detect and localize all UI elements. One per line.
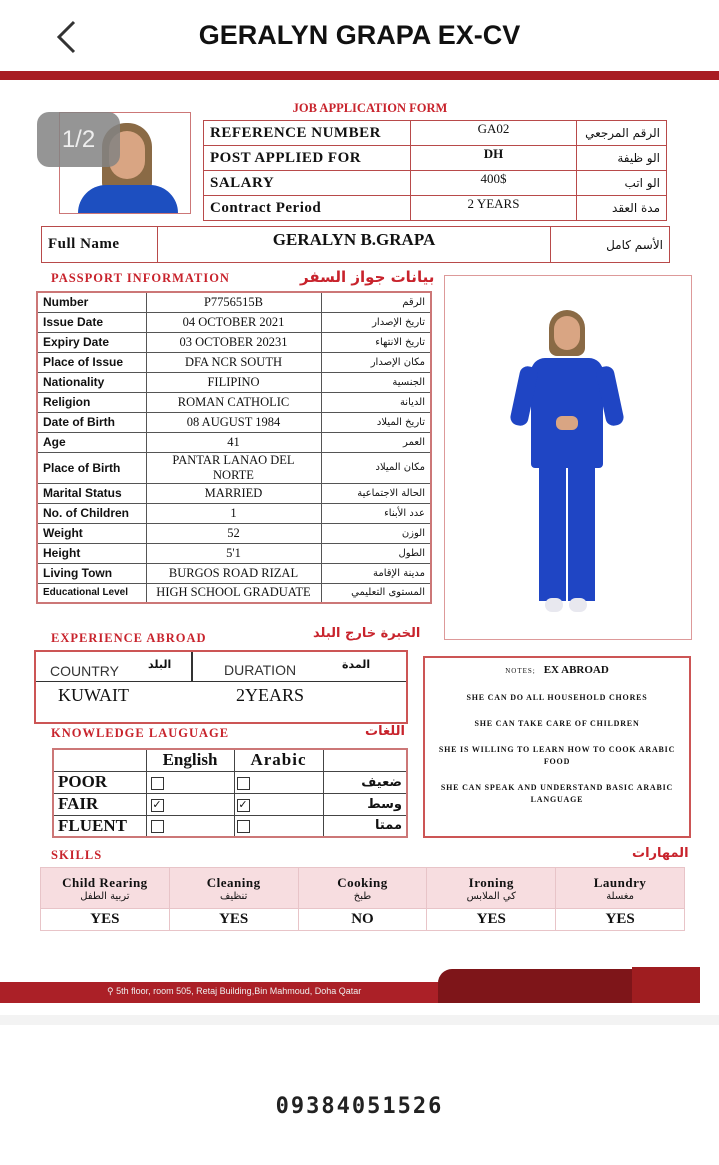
experience-heading-ar: الخبرة خارج البلد [313,626,421,641]
english-checkbox[interactable] [151,820,164,833]
language-table [52,748,408,838]
summary-arabic: الرقم المرجعي [577,121,667,146]
skill-value: YES [427,909,556,931]
skill-value: YES [41,909,170,931]
summary-row [204,171,667,196]
header-band [0,71,719,80]
passport-arabic: الوزن [321,523,431,543]
duration-label-ar: المدة [342,658,371,671]
language-row [53,793,407,815]
passport-value: P7756515B [146,292,321,312]
passport-row [37,563,431,583]
summary-value: DH [411,146,577,171]
passport-row [37,412,431,432]
passport-row [37,503,431,523]
passport-value: MARRIED [146,483,321,503]
passport-arabic: تاريخ الانتهاء [321,332,431,352]
passport-arabic: مدينة الإقامة [321,563,431,583]
passport-label: Expiry Date [37,332,146,352]
footer-accent-right [632,967,700,1003]
passport-label: Height [37,543,146,563]
skills-heading: SKILLS [51,848,103,862]
footer-address: 5th floor, room 505, Retaj Building,Bin Mahmoud, Doha Qatar [116,986,362,996]
note-item: SHE CAN SPEAK AND UNDERSTAND BASIC ARABIC LANGUAGE [440,783,674,804]
level-label: POOR [53,771,146,793]
level-label: FLUENT [53,815,146,837]
form-title: JOB APPLICATION FORM [292,101,448,115]
passport-row [37,312,431,332]
passport-arabic: الديانة [321,392,431,412]
skill-name: Cleaning [206,874,261,890]
passport-arabic: الحالة الاجتماعية [321,483,431,503]
skill-value: YES [556,909,685,931]
notes-label: NOTES; [505,667,536,675]
passport-row [37,292,431,312]
passport-label: Place of Birth [37,452,146,483]
passport-heading: PASSPORT INFORMATION [51,271,230,285]
passport-label: No. of Children [37,503,146,523]
arabic-col: Arabic [234,749,323,771]
summary-table [203,120,667,221]
passport-arabic: تاريخ الميلاد [321,412,431,432]
passport-table [36,291,432,604]
phone-number: 09384051526 [275,1094,444,1119]
arabic-checkbox[interactable]: ✓ [238,798,248,811]
passport-arabic: العمر [321,432,431,452]
passport-label: Living Town [37,563,146,583]
language-row [53,771,407,793]
full-name-value: GERALYN B.GRAPA [158,227,551,263]
passport-row [37,372,431,392]
summary-value: GA02 [411,121,577,146]
passport-label: Number [37,292,146,312]
skill-header [41,868,170,909]
passport-label: Place of Issue [37,352,146,372]
english-checkbox[interactable] [151,777,164,790]
page-title: GERALYN GRAPA EX-CV [198,20,521,50]
skills-table [40,867,685,931]
skills-heading-ar: المهارات [632,846,689,861]
passport-row [37,452,431,483]
passport-arabic: عدد الأبناء [321,503,431,523]
summary-row [204,121,667,146]
notes-title: EX ABROAD [543,664,609,676]
language-row [53,815,407,837]
passport-value: DFA NCR SOUTH [146,352,321,372]
summary-arabic: مدة العقد [577,196,667,221]
passport-arabic: المستوى التعليمي [321,583,431,603]
passport-value: FILIPINO [146,372,321,392]
page-indicator: 1/2 [37,112,120,167]
passport-value: HIGH SCHOOL GRADUATE [146,583,321,603]
full-name-label: Full Name [42,227,158,263]
skill-name-ar: تربية الطفل [80,890,130,902]
footer-accent [438,969,633,1003]
skill-name-ar: مغسلة [606,890,634,902]
skill-name: Cooking [337,874,388,890]
passport-row [37,432,431,452]
duration-label: DURATION [224,662,297,678]
passport-row [37,332,431,352]
passport-value: 08 AUGUST 1984 [146,412,321,432]
full-name-table [41,226,670,263]
skill-name: Child Rearing [62,874,148,890]
note-item: SHE IS WILLING TO LEARN HOW TO COOK ARABIC FOOD [438,745,676,766]
summary-arabic: الو اتب [577,171,667,196]
summary-row [204,146,667,171]
passport-label: Religion [37,392,146,412]
level-arabic: ضعيف [323,771,407,793]
passport-arabic: الرقم [321,292,431,312]
passport-value: 5'1 [146,543,321,563]
country-label-ar: البلد [148,658,172,671]
passport-row [37,352,431,372]
passport-value: 1 [146,503,321,523]
passport-row [37,523,431,543]
full-name-arabic: الأسم كامل [551,227,670,263]
experience-box [34,650,408,724]
passport-label: Marital Status [37,483,146,503]
experience-heading: EXPERIENCE ABROAD [51,631,207,645]
note-item: SHE CAN DO ALL HOUSEHOLD CHORES [466,693,648,702]
passport-label: Date of Birth [37,412,146,432]
skill-name: Ironing [468,874,514,890]
skill-value: YES [169,909,298,931]
passport-heading-ar: بيانات جواز السفر [300,268,435,286]
level-arabic: وسط [323,793,407,815]
passport-value: 04 OCTOBER 2021 [146,312,321,332]
skill-name-ar: طبخ [353,890,372,902]
level-arabic: ممتا [323,815,407,837]
divider-strip [0,1015,719,1025]
passport-arabic: مكان الإصدار [321,352,431,372]
passport-value: BURGOS ROAD RIZAL [146,563,321,583]
passport-label: Educational Level [37,583,146,603]
skill-header [427,868,556,909]
skill-header [169,868,298,909]
summary-row [204,196,667,221]
passport-arabic: مكان الميلاد [321,452,431,483]
arabic-checkbox[interactable] [237,777,250,790]
passport-row [37,583,431,603]
summary-arabic: الو ظيفة [577,146,667,171]
location-pin-icon: ⚲ [107,986,114,996]
passport-label: Age [37,432,146,452]
summary-value: 2 YEARS [411,196,577,221]
skill-name-ar: كي الملابس [466,890,516,902]
skill-name-ar: تنظيف [219,890,248,902]
passport-label: Nationality [37,372,146,392]
summary-label: POST APPLIED FOR [204,146,411,171]
passport-arabic: تاريخ الإصدار [321,312,431,332]
summary-label: Contract Period [204,196,411,221]
arabic-checkbox[interactable] [237,820,250,833]
passport-value: ROMAN CATHOLIC [146,392,321,412]
notes-box [423,656,691,838]
full-body-photo [444,275,692,640]
skill-header [556,868,685,909]
duration-value: 2YEARS [236,685,305,705]
passport-arabic: الجنسية [321,372,431,392]
skill-header [298,868,427,909]
note-item: SHE CAN TAKE CARE OF CHILDREN [474,719,640,728]
passport-label: Issue Date [37,312,146,332]
level-label: FAIR [53,793,146,815]
country-label: COUNTRY [50,663,119,679]
skill-name: Laundry [593,874,647,890]
passport-value: 41 [146,432,321,452]
skill-value: NO [298,909,427,931]
english-checkbox[interactable]: ✓ [152,798,162,811]
passport-value: 52 [146,523,321,543]
summary-value: 400$ [411,171,577,196]
language-heading: KNOWLEDGE LAUGUAGE [51,726,230,740]
summary-label: REFERENCE NUMBER [204,121,411,146]
summary-label: SALARY [204,171,411,196]
passport-row [37,392,431,412]
passport-label: Weight [37,523,146,543]
passport-row [37,543,431,563]
country-value: KUWAIT [58,685,129,705]
passport-arabic: الطول [321,543,431,563]
passport-value: PANTAR LANAO DEL NORTE [146,452,321,483]
english-col: English [146,749,234,771]
language-heading-ar: اللغات [365,724,405,739]
passport-value: 03 OCTOBER 20231 [146,332,321,352]
passport-row [37,483,431,503]
